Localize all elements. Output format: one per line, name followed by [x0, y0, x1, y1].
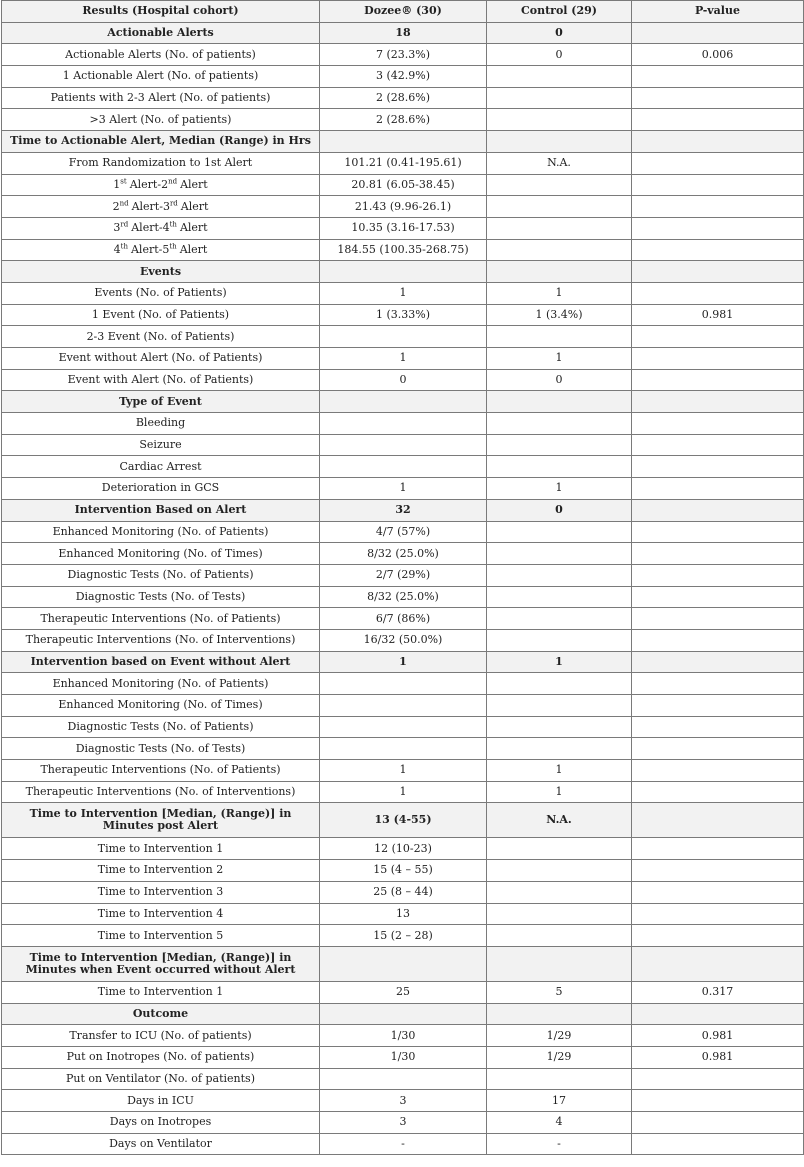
table-row: [2, 304, 804, 326]
label-cell: Days in ICU: [2, 1090, 320, 1112]
table-row: [2, 456, 804, 478]
label-cell: 1 Event (No. of Patients): [2, 304, 320, 326]
table-row: [2, 87, 804, 109]
section-row: [2, 946, 804, 981]
table-row: [2, 564, 804, 586]
header-cell-p-value: P-value: [632, 1, 804, 23]
alert-ordinal-suffix: th: [169, 220, 177, 229]
control-cell: 1: [487, 282, 632, 304]
control-cell: N.A.: [487, 803, 632, 838]
p-value-cell: [632, 608, 804, 630]
control-cell: -: [487, 1133, 632, 1155]
dozee-cell: 12 (10-23): [320, 838, 487, 860]
table-row: [2, 369, 804, 391]
table-row: [2, 1046, 804, 1068]
label-cell: [2, 239, 320, 261]
alert-ordinal-suffix: th: [120, 242, 128, 251]
alert-ordinal-suffix: nd: [168, 177, 178, 186]
p-value-cell: [632, 174, 804, 196]
section-row: [2, 1003, 804, 1025]
control-cell: [487, 217, 632, 239]
dozee-cell: 4/7 (57%): [320, 521, 487, 543]
control-cell: 1: [487, 348, 632, 370]
alert-ordinal-number: 1: [113, 177, 121, 191]
alert-dash: -: [159, 199, 163, 213]
alert-word: Alert: [179, 221, 208, 235]
p-value-cell: [632, 348, 804, 370]
table-row: [2, 760, 804, 782]
label-cell: Enhanced Monitoring (No. of Patients): [2, 521, 320, 543]
dozee-cell: 25: [320, 981, 487, 1003]
p-value-cell: [632, 434, 804, 456]
p-value-cell: [632, 781, 804, 803]
table-row: [2, 478, 804, 500]
control-cell: [487, 413, 632, 435]
dozee-cell: 3: [320, 1112, 487, 1134]
table-row: [2, 881, 804, 903]
control-cell: [487, 66, 632, 88]
control-cell: [487, 543, 632, 565]
p-value-cell: [632, 456, 804, 478]
label-cell: Put on Inotropes (No. of patients): [2, 1046, 320, 1068]
control-cell: [487, 629, 632, 651]
table-row: [2, 1112, 804, 1134]
alert-ordinal-suffix: rd: [120, 220, 129, 229]
label-cell: Therapeutic Interventions (No. of Patients): [2, 608, 320, 630]
p-value-cell: [632, 695, 804, 717]
p-value-cell: [632, 326, 804, 348]
dozee-cell: [320, 131, 487, 153]
dozee-cell: [320, 716, 487, 738]
label-cell: Days on Ventilator: [2, 1133, 320, 1155]
table-row: [2, 413, 804, 435]
label-cell: Patients with 2-3 Alert (No. of patients): [2, 87, 320, 109]
label-cell: Seizure: [2, 434, 320, 456]
label-cell: [2, 174, 320, 196]
section-row: [2, 651, 804, 673]
p-value-cell: [632, 1133, 804, 1155]
label-cell: Time to Intervention 3: [2, 881, 320, 903]
control-cell: [487, 326, 632, 348]
control-cell: [487, 586, 632, 608]
label-cell: Event with Alert (No. of Patients): [2, 369, 320, 391]
label-cell: Enhanced Monitoring (No. of Patients): [2, 673, 320, 695]
label-cell: 2-3 Event (No. of Patients): [2, 326, 320, 348]
section-row: [2, 499, 804, 521]
table-row: [2, 673, 804, 695]
alert-ordinal-suffix: st: [120, 177, 127, 186]
label-cell: Diagnostic Tests (No. of Patients): [2, 716, 320, 738]
label-cell: >3 Alert (No. of patients): [2, 109, 320, 131]
dozee-cell: -: [320, 1133, 487, 1155]
control-cell: [487, 608, 632, 630]
dozee-cell: 10.35 (3.16-17.53): [320, 217, 487, 239]
alert-dash: -: [157, 177, 162, 191]
table-row: [2, 860, 804, 882]
label-cell: Therapeutic Interventions (No. of Interventions): [2, 629, 320, 651]
control-cell: [487, 738, 632, 760]
p-value-cell: [632, 217, 804, 239]
p-value-cell: [632, 22, 804, 44]
alert-word: Alert: [180, 199, 209, 213]
label-cell: [2, 196, 320, 218]
label-cell: Enhanced Monitoring (No. of Times): [2, 695, 320, 717]
dozee-cell: [320, 695, 487, 717]
table-row: [2, 348, 804, 370]
dozee-cell: [320, 391, 487, 413]
control-cell: [487, 391, 632, 413]
table-row: [2, 66, 804, 88]
alert-dash: -: [158, 221, 163, 235]
header-cell-dozee: Dozee® (30): [320, 1, 487, 23]
control-cell: [487, 564, 632, 586]
dozee-cell: 0: [320, 369, 487, 391]
p-value-cell: [632, 369, 804, 391]
table-row: [2, 521, 804, 543]
dozee-cell: [320, 1068, 487, 1090]
label-cell: Diagnostic Tests (No. of Tests): [2, 738, 320, 760]
alert-word: Alert: [180, 177, 208, 191]
alert-dash: -: [158, 242, 163, 256]
dozee-cell: 101.21 (0.41-195.61): [320, 152, 487, 174]
control-cell: N.A.: [487, 152, 632, 174]
p-value-cell: [632, 1003, 804, 1025]
p-value-cell: 0.981: [632, 1025, 804, 1047]
table-row: [2, 196, 804, 218]
dozee-cell: 18: [320, 22, 487, 44]
dozee-cell: 1: [320, 348, 487, 370]
p-value-cell: 0.981: [632, 304, 804, 326]
control-cell: [487, 946, 632, 981]
label-cell: 1 Actionable Alert (No. of patients): [2, 66, 320, 88]
table-row: [2, 781, 804, 803]
control-cell: [487, 261, 632, 283]
control-cell: 1: [487, 760, 632, 782]
label-cell: Event without Alert (No. of Patients): [2, 348, 320, 370]
label-cell: Events: [2, 261, 320, 283]
control-cell: [487, 239, 632, 261]
table-row: [2, 1025, 804, 1047]
table-row: [2, 326, 804, 348]
label-cell: Outcome: [2, 1003, 320, 1025]
header-cell-results: Results (Hospital cohort): [2, 1, 320, 23]
table-body: [2, 22, 804, 1155]
p-value-cell: [632, 109, 804, 131]
p-value-cell: [632, 152, 804, 174]
label-cell: Time to Intervention 1: [2, 838, 320, 860]
p-value-cell: [632, 499, 804, 521]
table-row: [2, 716, 804, 738]
table-row: [2, 109, 804, 131]
control-cell: [487, 860, 632, 882]
alert-ordinal-suffix: nd: [119, 198, 129, 207]
p-value-cell: [632, 860, 804, 882]
table-row: [2, 838, 804, 860]
table-row: [2, 239, 804, 261]
alert-ordinal-number: 4: [113, 242, 121, 256]
label-cell: Intervention Based on Alert: [2, 499, 320, 521]
p-value-cell: 0.317: [632, 981, 804, 1003]
table-row: [2, 608, 804, 630]
control-cell: 1: [487, 781, 632, 803]
label-cell: Time to Intervention [Median, (Range)] in Minutes when Event occurred without Alert: [2, 946, 320, 981]
dozee-cell: 1: [320, 651, 487, 673]
p-value-cell: [632, 716, 804, 738]
table-row: [2, 629, 804, 651]
table-row: [2, 44, 804, 66]
p-value-cell: [632, 1068, 804, 1090]
results-table: [1, 0, 804, 1155]
label-cell: Transfer to ICU (No. of patients): [2, 1025, 320, 1047]
dozee-cell: 2 (28.6%): [320, 87, 487, 109]
table-row: [2, 217, 804, 239]
label-cell: Time to Intervention 1: [2, 981, 320, 1003]
control-cell: 0: [487, 499, 632, 521]
dozee-cell: 25 (8 – 44): [320, 881, 487, 903]
control-cell: 0: [487, 22, 632, 44]
label-cell: From Randomization to 1st Alert: [2, 152, 320, 174]
dozee-cell: [320, 673, 487, 695]
p-value-cell: [632, 66, 804, 88]
table-row: [2, 1133, 804, 1155]
label-cell: Time to Intervention 2: [2, 860, 320, 882]
table-row: [2, 738, 804, 760]
p-value-cell: [632, 564, 804, 586]
dozee-cell: 1: [320, 781, 487, 803]
control-cell: 1: [487, 478, 632, 500]
p-value-cell: 0.006: [632, 44, 804, 66]
alert-ordinal-number: 3: [162, 199, 170, 213]
dozee-cell: 1: [320, 282, 487, 304]
control-cell: 1: [487, 651, 632, 673]
dozee-cell: 1: [320, 760, 487, 782]
p-value-cell: [632, 239, 804, 261]
control-cell: [487, 456, 632, 478]
control-cell: [487, 87, 632, 109]
p-value-cell: [632, 651, 804, 673]
label-cell: Time to Actionable Alert, Median (Range) in Hrs: [2, 131, 320, 153]
header-row: [2, 1, 804, 23]
p-value-cell: [632, 738, 804, 760]
table-row: [2, 1090, 804, 1112]
alert-word: Alert: [131, 199, 160, 213]
control-cell: 5: [487, 981, 632, 1003]
p-value-cell: [632, 131, 804, 153]
label-cell: Therapeutic Interventions (No. of Patients): [2, 760, 320, 782]
alert-ordinal-suffix: th: [169, 242, 177, 251]
table-row: [2, 174, 804, 196]
dozee-cell: [320, 326, 487, 348]
control-cell: 1 (3.4%): [487, 304, 632, 326]
dozee-cell: 3: [320, 1090, 487, 1112]
dozee-cell: [320, 738, 487, 760]
p-value-cell: [632, 881, 804, 903]
label-cell: Time to Intervention 4: [2, 903, 320, 925]
alert-word: Alert: [131, 221, 159, 235]
alert-word: Alert: [129, 177, 158, 191]
section-row: [2, 391, 804, 413]
p-value-cell: [632, 803, 804, 838]
dozee-cell: 7 (23.3%): [320, 44, 487, 66]
control-cell: 4: [487, 1112, 632, 1134]
control-cell: 0: [487, 369, 632, 391]
control-cell: [487, 716, 632, 738]
dozee-cell: 13: [320, 903, 487, 925]
dozee-cell: 3 (42.9%): [320, 66, 487, 88]
control-cell: [487, 838, 632, 860]
p-value-cell: [632, 478, 804, 500]
control-cell: [487, 521, 632, 543]
section-row: [2, 261, 804, 283]
dozee-cell: 20.81 (6.05-38.45): [320, 174, 487, 196]
dozee-cell: 184.55 (100.35-268.75): [320, 239, 487, 261]
control-cell: 1/29: [487, 1046, 632, 1068]
alert-word: Alert: [179, 242, 208, 256]
control-cell: [487, 1003, 632, 1025]
table-row: [2, 695, 804, 717]
alert-ordinal-suffix: rd: [169, 198, 178, 207]
p-value-cell: [632, 946, 804, 981]
control-cell: 17: [487, 1090, 632, 1112]
p-value-cell: [632, 87, 804, 109]
p-value-cell: [632, 838, 804, 860]
p-value-cell: [632, 586, 804, 608]
p-value-cell: [632, 673, 804, 695]
alert-ordinal-number: 5: [162, 242, 170, 256]
label-cell: Diagnostic Tests (No. of Patients): [2, 564, 320, 586]
label-cell: Deterioration in GCS: [2, 478, 320, 500]
dozee-cell: 6/7 (86%): [320, 608, 487, 630]
dozee-cell: 8/32 (25.0%): [320, 543, 487, 565]
table-row: [2, 543, 804, 565]
section-row: [2, 22, 804, 44]
p-value-cell: [632, 261, 804, 283]
p-value-cell: [632, 196, 804, 218]
dozee-cell: 2/7 (29%): [320, 564, 487, 586]
dozee-cell: 2 (28.6%): [320, 109, 487, 131]
dozee-cell: 15 (2 – 28): [320, 925, 487, 947]
alert-ordinal-number: 3: [113, 221, 121, 235]
dozee-cell: [320, 261, 487, 283]
control-cell: [487, 174, 632, 196]
table-row: [2, 903, 804, 925]
dozee-cell: [320, 413, 487, 435]
dozee-cell: 15 (4 – 55): [320, 860, 487, 882]
label-cell: Intervention based on Event without Alert: [2, 651, 320, 673]
control-cell: [487, 131, 632, 153]
label-cell: Events (No. of Patients): [2, 282, 320, 304]
p-value-cell: [632, 391, 804, 413]
p-value-cell: [632, 1090, 804, 1112]
table-row: [2, 282, 804, 304]
dozee-cell: [320, 1003, 487, 1025]
dozee-cell: [320, 434, 487, 456]
table-row: [2, 586, 804, 608]
label-cell: Put on Ventilator (No. of patients): [2, 1068, 320, 1090]
dozee-cell: 1/30: [320, 1025, 487, 1047]
dozee-cell: 32: [320, 499, 487, 521]
control-cell: [487, 695, 632, 717]
label-cell: Type of Event: [2, 391, 320, 413]
control-cell: [487, 109, 632, 131]
control-cell: 0: [487, 44, 632, 66]
label-cell: Diagnostic Tests (No. of Tests): [2, 586, 320, 608]
dozee-cell: [320, 456, 487, 478]
dozee-cell: 1: [320, 478, 487, 500]
p-value-cell: [632, 925, 804, 947]
alert-word: Alert: [130, 242, 159, 256]
table-row: [2, 981, 804, 1003]
dozee-cell: 8/32 (25.0%): [320, 586, 487, 608]
table-row: [2, 925, 804, 947]
dozee-cell: 13 (4-55): [320, 803, 487, 838]
label-cell: Bleeding: [2, 413, 320, 435]
control-cell: [487, 925, 632, 947]
label-cell: Cardiac Arrest: [2, 456, 320, 478]
section-row: [2, 803, 804, 838]
control-cell: [487, 196, 632, 218]
label-cell: Actionable Alerts: [2, 22, 320, 44]
p-value-cell: [632, 543, 804, 565]
p-value-cell: [632, 903, 804, 925]
dozee-cell: 16/32 (50.0%): [320, 629, 487, 651]
control-cell: [487, 903, 632, 925]
alert-ordinal-number: 4: [162, 221, 170, 235]
label-cell: Days on Inotropes: [2, 1112, 320, 1134]
p-value-cell: [632, 282, 804, 304]
label-cell: Enhanced Monitoring (No. of Times): [2, 543, 320, 565]
dozee-cell: 1/30: [320, 1046, 487, 1068]
p-value-cell: [632, 521, 804, 543]
table-row: [2, 152, 804, 174]
alert-ordinal-number: 2: [112, 199, 120, 213]
control-cell: [487, 673, 632, 695]
label-cell: [2, 217, 320, 239]
label-cell: Time to Intervention [Median, (Range)] in Minutes post Alert: [2, 803, 320, 838]
p-value-cell: [632, 760, 804, 782]
dozee-cell: 1 (3.33%): [320, 304, 487, 326]
dozee-cell: [320, 946, 487, 981]
control-cell: 1/29: [487, 1025, 632, 1047]
alert-ordinal-number: 2: [161, 177, 169, 191]
p-value-cell: [632, 413, 804, 435]
section-row: [2, 131, 804, 153]
table-row: [2, 434, 804, 456]
control-cell: [487, 881, 632, 903]
dozee-cell: 21.43 (9.96-26.1): [320, 196, 487, 218]
table-row: [2, 1068, 804, 1090]
p-value-cell: 0.981: [632, 1046, 804, 1068]
header-cell-control: Control (29): [487, 1, 632, 23]
control-cell: [487, 1068, 632, 1090]
p-value-cell: [632, 1112, 804, 1134]
label-cell: Time to Intervention 5: [2, 925, 320, 947]
control-cell: [487, 434, 632, 456]
p-value-cell: [632, 629, 804, 651]
label-cell: Therapeutic Interventions (No. of Interventions): [2, 781, 320, 803]
label-cell: Actionable Alerts (No. of patients): [2, 44, 320, 66]
